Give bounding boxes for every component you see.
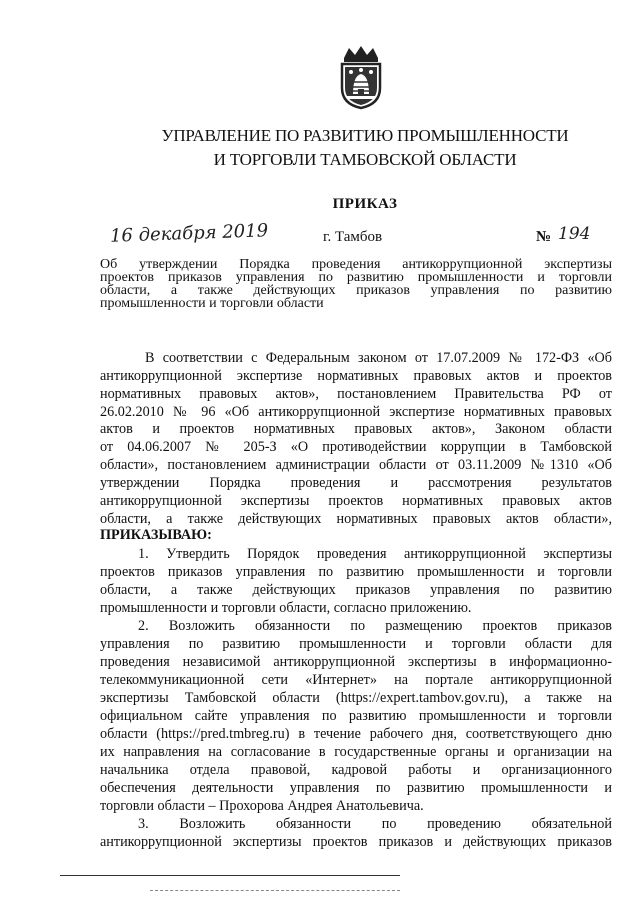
body-line: официальном сайте управления по развитию промышленности и торговли [100, 708, 612, 724]
body-line: экспертизы Тамбовской области (https://expert.tambov.gov.ru), а также на [100, 690, 612, 706]
body-line: торговли области – Прохорова Андрея Анатольевича. [100, 798, 424, 814]
body-line: В соответствии с Федеральным законом от 17.07.2009 № 172-ФЗ «Об [145, 350, 612, 366]
body-line: 3. Возложить обязанности по проведению обязательной [138, 816, 612, 832]
body-line: телекоммуникационной сети «Интернет» на портале антикоррупционной [100, 672, 612, 688]
body-line: обеспечения деятельности управления по развитию промышленности и [100, 780, 612, 796]
order-city: г. Тамбов [323, 229, 383, 245]
body-line: области, а также действующих нормативных правовых актов области», [100, 511, 612, 527]
body-line: области (https://pred.tmbreg.ru) в течение рабочего дня, соответствующего дню [100, 726, 612, 742]
body-line: управления по развитию промышленности и торговли области для [100, 636, 612, 652]
subject-line: области, а также действующих приказов управления по развитию [100, 283, 612, 298]
order-number-label: № [536, 229, 552, 245]
body-line: актов и проектов нормативных правовых актов», Законом области [100, 421, 612, 437]
subject-line: Об утверждении Порядка проведения антикоррупционной экспертизы [100, 257, 612, 272]
tambov-coat-of-arms-icon [336, 44, 386, 110]
body-line: антикоррупционной экспертизы проектов приказов и действующих приказов [100, 834, 612, 850]
subject-line: промышленности и торговли области [100, 296, 324, 311]
body-line: промышленности и торговли области, согласно приложению. [100, 600, 472, 616]
order-directive: ПРИКАЗЫВАЮ: [100, 527, 212, 543]
body-line: их направления на согласование в государственные органы и организации на [100, 744, 612, 760]
body-line: антикоррупционной экспертизе нормативных правовых актов и проектов [100, 368, 612, 384]
body-line: 2. Возложить обязанности по размещению проектов приказов [138, 618, 612, 634]
subject-line: проектов приказов управления по развитию промышленности и торговли [100, 270, 612, 285]
order-number: 194 [558, 224, 591, 244]
body-line: области», постановлением администрации области от 03.11.2009 №1310 «Об [100, 457, 612, 473]
body-line: проведения независимой антикоррупционной экспертизы в информационно- [100, 654, 612, 670]
order-date: 16 декабря 2019 [109, 220, 269, 247]
footer-divider [60, 875, 400, 876]
document-title: ПРИКАЗ [332, 196, 398, 212]
organization-name-line-1: УПРАВЛЕНИЕ ПО РАЗВИТИЮ ПРОМЫШЛЕННОСТИ [161, 126, 569, 145]
body-line: области, а также действующих приказов управления по развитию [100, 582, 612, 598]
body-line: 26.02.2010 № 96 «Об антикоррупционной экспертизе нормативных правовых [100, 404, 612, 420]
footer-divider-dashed [150, 890, 400, 891]
body-line: проектов приказов управления по развитию промышленности и торговли [100, 564, 612, 580]
organization-name-line-2: И ТОРГОВЛИ ТАМБОВСКОЙ ОБЛАСТИ [213, 150, 517, 169]
body-line: начальника отдела правовой, кадровой работы и организационного [100, 762, 612, 778]
body-line: 1. Утвердить Порядок проведения антикоррупционной экспертизы [138, 546, 612, 562]
body-line: утверждении Порядка проведения и рассмотрения результатов [100, 475, 612, 491]
body-line: нормативных правовых актов», постановлением Правительства РФ от [100, 386, 612, 402]
body-line: антикоррупционной экспертизы проектов нормативных правовых актов [100, 493, 612, 509]
body-line: от 04.06.2007 № 205-З «О противодействии коррупции в Тамбовской [100, 439, 612, 455]
